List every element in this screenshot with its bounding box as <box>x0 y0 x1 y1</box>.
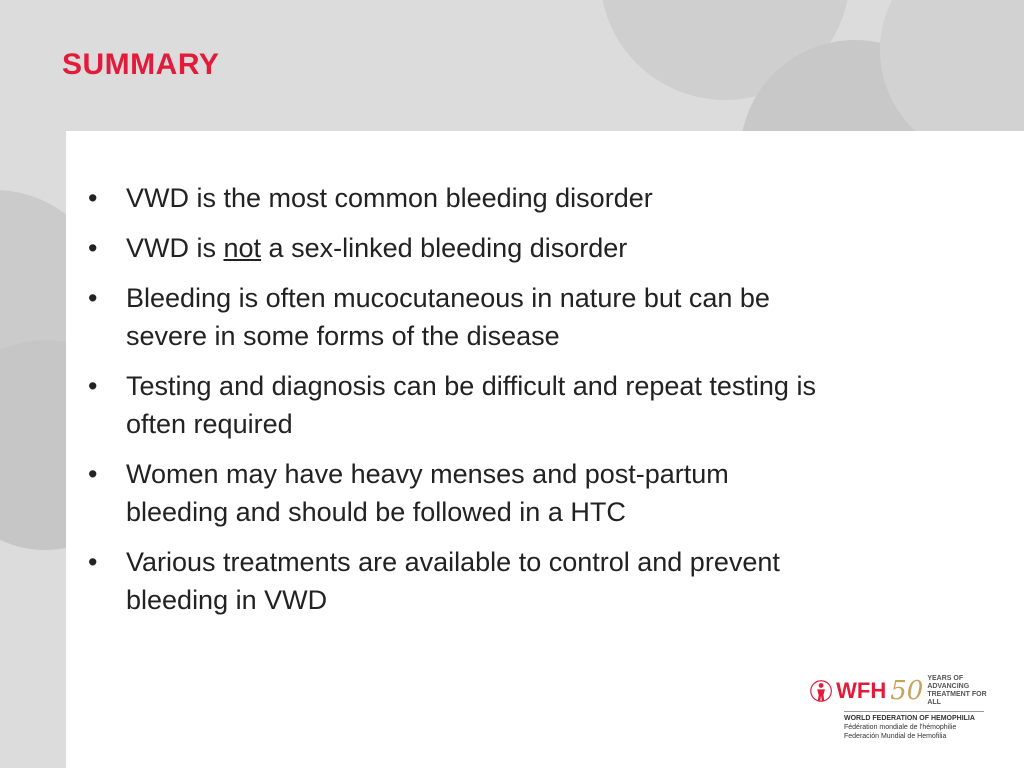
bullet-text: Bleeding is often mucocutaneous in nature but can be severe in some forms of the disease <box>126 283 770 351</box>
anniversary-number: 50 <box>890 676 924 706</box>
bullet-text: Various treatments are available to control and prevent bleeding in VWD <box>126 547 780 615</box>
bullet-item <box>88 367 828 443</box>
bullet-list <box>88 179 828 631</box>
logo-divider <box>844 711 984 712</box>
bullet-dot: • <box>88 547 98 577</box>
wfh-logo <box>810 665 990 745</box>
bullet-dot: • <box>88 233 98 263</box>
bullet-item <box>88 455 828 531</box>
bullet-item <box>88 543 828 619</box>
org-name-en: WORLD FEDERATION OF HEMOPHILIA <box>844 715 975 722</box>
slide-title: SUMMARY <box>62 48 220 81</box>
bullet-text: VWD is the most common bleeding disorder <box>126 183 653 213</box>
wfh-abbreviation: WFH <box>836 678 887 703</box>
org-name-fr: Fédération mondiale de l'hémophilie <box>844 724 957 731</box>
bullet-dot: • <box>88 183 98 213</box>
bullet-text: Testing and diagnosis can be difficult and repeat testing is often required <box>126 371 816 439</box>
bullet-dot: • <box>88 371 98 401</box>
bullet-dot: • <box>88 283 98 313</box>
organization-names <box>844 714 975 741</box>
bullet-text: a sex-linked bleeding disorder <box>261 233 628 263</box>
wfh-figure-icon <box>810 676 832 706</box>
bullet-item <box>88 229 828 267</box>
bullet-item <box>88 279 828 355</box>
bullet-item <box>88 179 828 217</box>
bullet-text: VWD is <box>126 233 224 263</box>
bullet-dot: • <box>88 459 98 489</box>
tagline-line: YEARS OF ADVANCING <box>927 675 970 690</box>
bullet-emphasis: not <box>223 233 262 263</box>
org-name-es: Federación Mundial de Hemofilia <box>844 733 947 740</box>
anniversary-tagline <box>927 675 990 707</box>
tagline-line: TREATMENT FOR ALL <box>927 691 987 706</box>
bullet-text: Women may have heavy menses and post-partum bleeding and should be followed in a HTC <box>126 459 729 527</box>
